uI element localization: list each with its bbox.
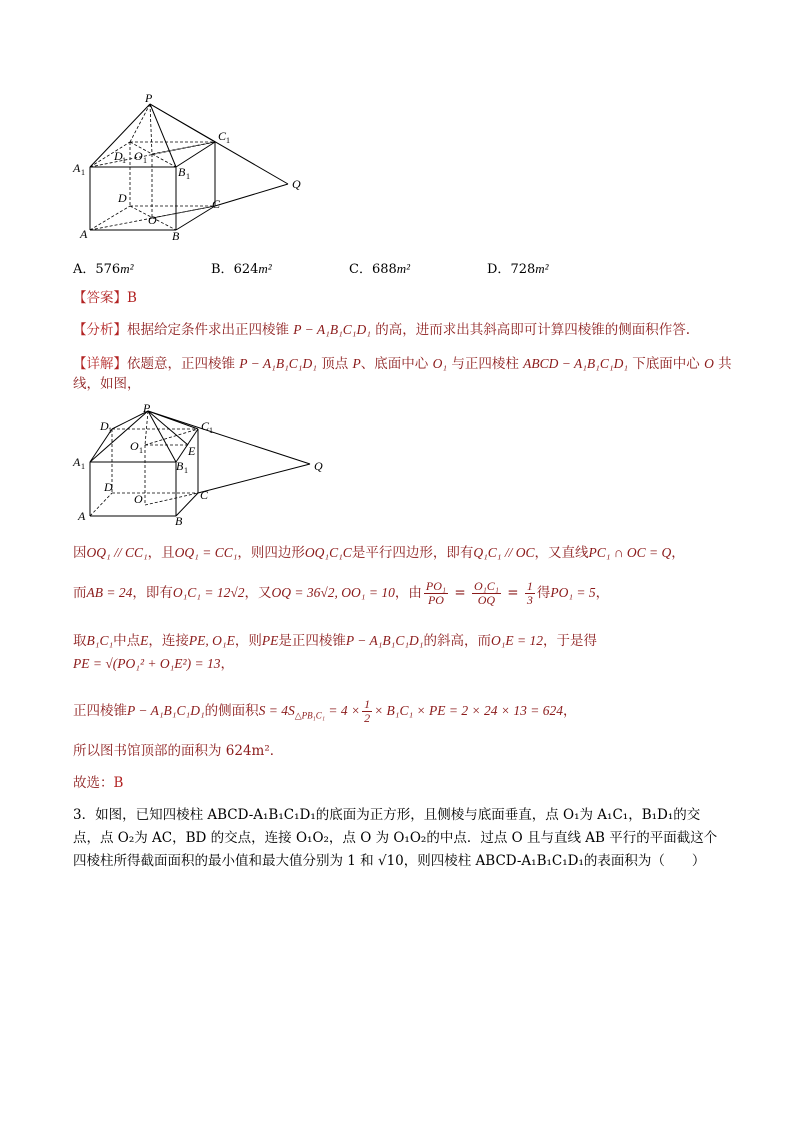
fraction-po1-po: $\frac{\text{PO₁}}{PO}$ — [425, 579, 447, 607]
solution-line-3: 取B₁C₁中点E，连接PE, O₁E，则PE是正四棱锥P − A₁B₁C₁D₁的斜高，而O₁E = 12，于是得 — [73, 633, 598, 649]
question-3-line-2: 点，点 O₂为 AC，BD 的交点，连接 O₁O₂，点 O 为 O₁O₂的中点．过点 O 且与直线 AB 平行的平面截这个 — [73, 830, 718, 846]
fraction-one-third: $\frac{1}{3}$ — [526, 579, 533, 607]
solution-line-1: 因OQ₁ // CC₁，且OQ₁ = CC₁，则四边形OQ₁C₁C是平行四边形，即有Q₁C₁ // OC，又直线PC₁ ∩ OC = Q， — [73, 545, 685, 561]
label-D: D — [104, 480, 113, 494]
option-d: D．728m² — [487, 261, 549, 277]
answer-value: B — [127, 290, 137, 306]
label-A1: A — [73, 455, 81, 469]
svg-text:1: 1 — [81, 462, 85, 471]
svg-text:1: 1 — [209, 426, 213, 435]
label-Q: Q — [314, 459, 323, 473]
analysis-line: 【分析】根据给定条件求出正四棱锥 P − A₁B₁C₁D₁ 的高，进而求出其斜高即可计算四棱锥的侧面积作答. — [73, 322, 691, 338]
label-B: B — [175, 514, 183, 528]
label-P: P — [145, 92, 153, 105]
label-O1: O — [130, 439, 139, 453]
label-C: C — [212, 197, 221, 211]
label-O: O — [148, 213, 157, 227]
label-B: B — [172, 229, 180, 242]
label-D: D — [118, 191, 127, 205]
label-C1: C — [218, 129, 227, 143]
option-a: A．576m² — [73, 261, 134, 277]
svg-text:1: 1 — [226, 136, 230, 145]
label-C: C — [200, 488, 209, 502]
svg-text:1: 1 — [139, 446, 143, 455]
svg-text:1: 1 — [108, 426, 112, 435]
svg-text:1: 1 — [122, 156, 126, 165]
svg-text:1: 1 — [81, 168, 85, 177]
solution-line-6: 所以图书馆顶部的面积为 624m²． — [73, 743, 284, 759]
label-O1: O — [134, 149, 143, 163]
label-A: A — [80, 227, 88, 241]
solution-line-5: 正四棱锥P − A₁B₁C₁D₁的侧面积$S = 4S_{\triangle PB_1C_1} = 4$ × $\frac{1}{2}$ × B₁C₁ × PE = 2 × 24 × 13 = 624， — [73, 697, 577, 725]
label-D1: D — [100, 419, 109, 433]
detail-line-2: 线，如图， — [73, 376, 141, 392]
label-B1: B — [178, 165, 186, 179]
svg-text:1: 1 — [143, 156, 147, 165]
question-3-line-3: 四棱柱所得截面面积的最小值和最大值分别为 1 和 √10，则四棱柱 ABCD-A₁B₁C₁D₁的表面积为（ ） — [73, 853, 706, 869]
figure-1-pyramid-prism — [70, 92, 310, 242]
analysis-tag: 【分析】 — [73, 322, 127, 338]
question-3-line-1: 3．如图，已知四棱柱 ABCD-A₁B₁C₁D₁的底面为正方形，且侧棱与底面垂直，点 O₁为 A₁C₁，B₁D₁的交 — [73, 807, 701, 823]
detail-tag: 【详解】 — [73, 356, 127, 372]
label-A1: A — [73, 161, 81, 175]
solution-line-2: 而AB = 24，即有O₁C₁ = 12√2，又OQ = 36√2, OO₁ = 10，由 $\frac{\text{PO₁}}{PO}$ = $\frac{\text{O₁C₁}}{OQ}$ = $\frac{1}{3}$ 得PO₁ = 5， — [73, 579, 610, 607]
solution-line-4: PE = √(PO₁² + O₁E²) = 13， — [73, 656, 234, 672]
fraction-one-half: $\frac{1}{2}$ — [364, 697, 371, 725]
detail-line-1: 【详解】依题意，正四棱锥 P − A₁B₁C₁D₁ 顶点 P、底面中心 O₁ 与正四棱柱 ABCD − A₁B₁C₁D₁ 下底面中心 O 共 — [73, 356, 732, 372]
answer-tag: 【答案】 — [73, 290, 127, 306]
fraction-o1c1-oq: $\frac{\text{O₁C₁}}{OQ}$ — [473, 579, 499, 607]
svg-text:1: 1 — [184, 466, 188, 475]
figure-2-pyramid-prism — [70, 402, 330, 532]
option-c: C．688m² — [349, 261, 411, 277]
label-D1: D — [114, 149, 123, 163]
label-B1: B — [176, 459, 184, 473]
label-Q: Q — [292, 177, 301, 191]
label-P: P — [143, 402, 151, 415]
solution-line-7: 故选：B — [73, 775, 124, 791]
option-b: B．624m² — [211, 261, 272, 277]
label-E: E — [188, 444, 196, 458]
svg-text:1: 1 — [186, 172, 190, 181]
label-O: O — [134, 492, 143, 506]
label-C1: C — [201, 419, 210, 433]
label-A: A — [78, 509, 86, 523]
answer-line — [73, 288, 137, 308]
